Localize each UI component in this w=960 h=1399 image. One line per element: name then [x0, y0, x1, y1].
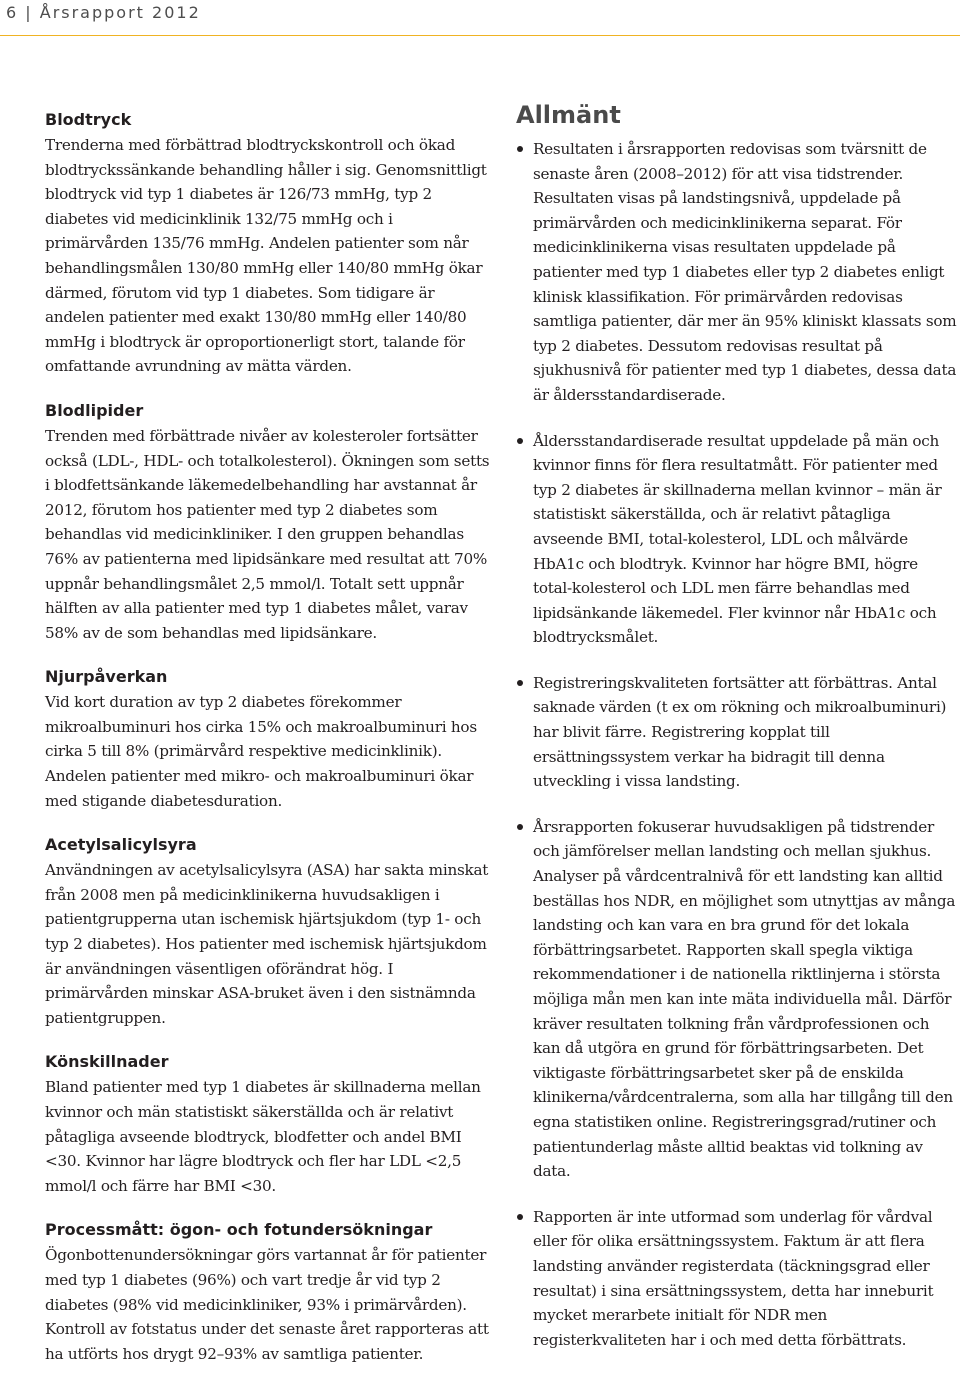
- left-column: [45, 108, 495, 1386]
- bullet-text: Registreringskvaliteten fortsätter att förbättras. Antal saknade värden (t ex om rökning och mikroalbuminuri) har blivit färre. Registrering kopplat till ersättningssystem verkar ha bidragit till denna utveckling i vissa landsting.: [533, 673, 947, 791]
- section-njurpaverkan: [45, 665, 495, 813]
- bullet-item: [516, 1205, 958, 1353]
- bullet-icon: [517, 146, 523, 152]
- section-heading: Blodlipider: [45, 400, 144, 420]
- bullet-icon: [517, 1214, 523, 1220]
- section-body: Trenden med förbättrade nivåer av kolesteroler fortsätter också (LDL-, HDL- och totalkolesterol). Ökningen som setts i blodfettsänkande läkemedelbehandling har avstannat år 2012, förutom hos patienter med typ 2 diabetes som behandlas vid medicinkliniker. I den gruppen behandlas 76% av patienterna med lipidsänkare med resultat att 70% uppnår behandlingsmålet 2,5 mmol/l. Totalt sett uppnår hälften av alla patienter med typ 1 diabetes målet, varav 58% av de som behandlas med lipidsänkare.: [45, 426, 490, 642]
- section-processmatt: [45, 1218, 495, 1366]
- bullet-icon: [517, 824, 523, 830]
- section-heading: Blodtryck: [45, 110, 132, 129]
- section-body: Trenderna med förbättrad blodtryckskontroll och ökad blodtryckssänkande behandling håller i sig. Genomsnittligt blodtryck vid typ 1 diabetes är 126/73 mmHg, typ 2 diabetes vid medicinklinik 132/75 mmHg och i primärvården 135/76 mmHg. Andelen patienter som når behandlingsmålen 130/80 mmHg eller 140/80 mmHg ökar därmed, förutom vid typ 1 diabetes. Som tidigare är andelen patienter med exakt 130/80 mmHg eller 140/80 mmHg i blodtryck är oproportionerligt stort, talande för omfattande avrundning av mätta värden.: [45, 136, 487, 376]
- bullet-item: [516, 671, 958, 794]
- right-column: [516, 98, 958, 1373]
- page-label: 6 | Årsrapport 2012: [6, 3, 201, 22]
- section-heading: Könskillnader: [45, 1052, 169, 1072]
- section-body: Användningen av acetylsalicylsyra (ASA) har sakta minskat från 2008 men på medicinklinikerna huvudsakligen i patientgrupperna utan ischemisk hjärtsjukdom (typ 1- och typ 2 diabetes). Hos patienter med ischemisk hjärtsjukdom är användningen väsentligen oförändrat hög. I primärvården minskar ASA-bruket även i den sistnämnda patientgruppen.: [45, 861, 489, 1027]
- page-header: [0, 0, 960, 36]
- bullet-icon: [517, 438, 523, 444]
- allmant-bullet-list: [516, 137, 958, 1352]
- bullet-text: Resultaten i årsrapporten redovisas som tvärsnitt de senaste åren (2008–2012) för att visa tidstrender. Resultaten visas på landstingsnivå, uppdelade på primärvården och medicinklinikerna separat. För medicinklinikerna visas resultaten uppdelade på patienter med typ 1 diabetes eller typ 2 diabetes enligt klinisk klassifikation. För primärvården redovisas samtliga patienter, där mer än 95% kliniskt klassats som typ 2 diabetes. Dessutom redovisas resultat på sjukhusnivå för patienter med typ 1 diabetes, dessa data är åldersstandardiserade.: [533, 140, 957, 404]
- section-body: Ögonbottenundersökningar görs vartannat år för patienter med typ 1 diabetes (96%) och vart tredje år vid typ 2 diabetes (98% vid medicinkliniker, 93% i primärvården). Kontroll av fotstatus under det senaste året rapporteras att ha utförts hos drygt 92–93% av samtliga patienter.: [45, 1246, 489, 1363]
- bullet-text: Rapporten är inte utformad som underlag för vårdval eller för olika ersättningssystem. Faktum är att flera landsting använder registerdata (täckningsgrad eller resultat) i sina ersättningssystem, detta har inneburit mycket merarbete initialt för NDR men registerkvaliteten har i och med detta förbättrats.: [533, 1207, 934, 1349]
- section-body: Bland patienter med typ 1 diabetes är skillnaderna mellan kvinnor och män statistiskt säkerställda och är relativt påtagliga avseende blodtryck, blodfetter och andel BMI <30. Kvinnor har lägre blodtryck och fler har LDL <2,5 mmol/l och färre har BMI <30.: [45, 1078, 481, 1195]
- bullet-item: [516, 429, 958, 650]
- section-heading: Acetylsalicylsyra: [45, 835, 197, 855]
- section-blodtryck: [45, 108, 495, 379]
- bullet-text: Åldersstandardiserade resultat uppdelade på män och kvinnor finns för flera resultatmått. För patienter med typ 2 diabetes är skillnaderna mellan kvinnor – män är statistiskt säkerställda, och är relativt påtagliga avseende BMI, total-kolesterol, LDL och målvärde HbA1c och blodtryk. Kvinnor har högre BMI, högre total-kolesterol och LDL men färre behandlas med lipidsänkande läkemedel. Fler kvinnor når HbA1c och blodtrycksmålet.: [533, 431, 942, 647]
- bullet-icon: [517, 680, 523, 686]
- bullet-text: Årsrapporten fokuserar huvudsakligen på tidstrender och jämförelser mellan landsting och mellan sjukhus. Analyser på vårdcentralnivå för ett landsting kan alltid beställas hos NDR, en möjlighet som utnyttjas av många landsting och kan vara en bra grund för det lokala förbättringsarbetet. Rapporten skall spegla viktiga rekommendationer i de nationella riktlinjerna i största möjliga mån men kan inte mäta individuella mål. Därför kräver resultaten tolkning från vårdprofessionen och kan då utgöra en grund för förbättringsarbeten. Det viktigaste förbättringsarbetet sker på de enskilda klinikerna/vårdcentralerna, som alla har tillgång till den egna statistiken online. Registreringsgrad/rutiner och patientunderlag måste alltid beaktas vid tolkning av data.: [533, 817, 956, 1181]
- section-acetylsalicylsyra: [45, 833, 495, 1030]
- section-blodlipider: [45, 399, 495, 645]
- bullet-item: [516, 137, 958, 408]
- section-heading: Njurpåverkan: [45, 667, 168, 687]
- bullet-item: [516, 815, 958, 1184]
- allmant-title: Allmänt: [516, 101, 621, 129]
- section-konskillnader: [45, 1050, 495, 1198]
- section-body: Vid kort duration av typ 2 diabetes förekommer mikroalbuminuri hos cirka 15% och makroalbuminuri hos cirka 5 till 8% (primärvård respektive medicinklinik). Andelen patienter med mikro- och makroalbuminuri ökar med stigande diabetesduration.: [45, 693, 477, 810]
- section-heading: Processmått: ögon- och fotundersökningar: [45, 1220, 433, 1240]
